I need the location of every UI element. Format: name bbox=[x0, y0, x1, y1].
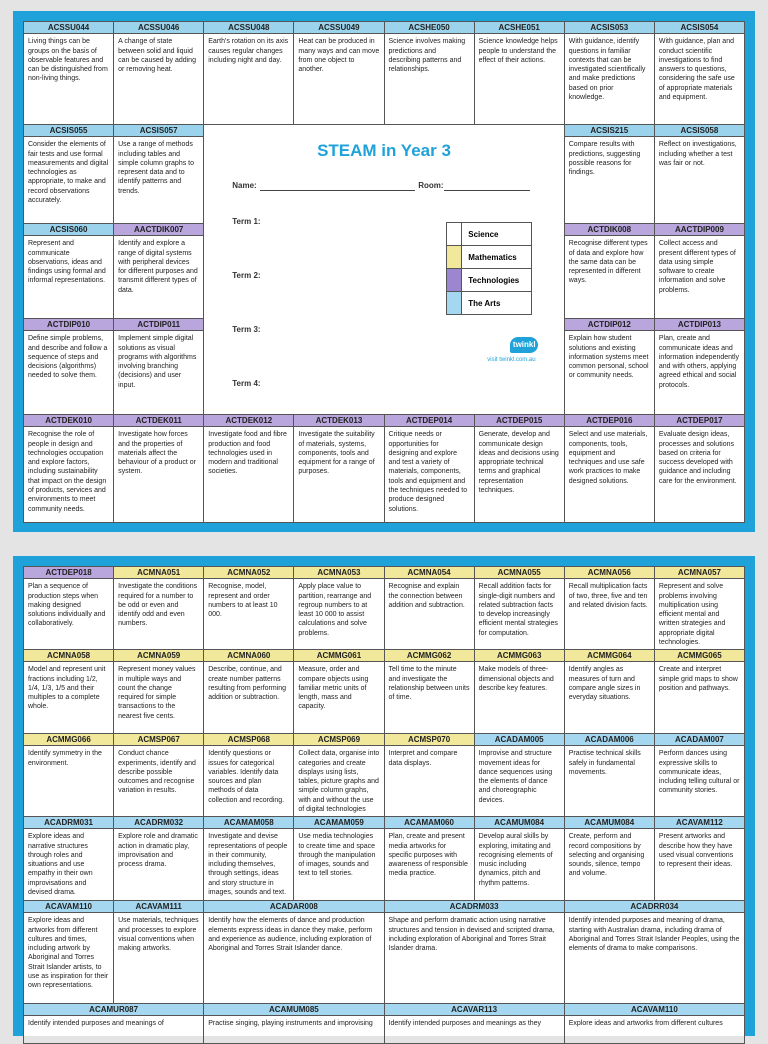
outcome-description: Identify how the elements of dance and production elements express ideas in dance they make, perform and experience as audience, including exploration of Aboriginal and Torres Strait Islander dance. bbox=[208, 917, 373, 953]
outcome-cell bbox=[655, 567, 745, 650]
outcome-cell bbox=[114, 734, 204, 817]
outcome-description: Make models of three-dimensional objects and describe key features. bbox=[478, 666, 554, 692]
outcome-grid-1 bbox=[23, 21, 745, 523]
outcome-code: ACTDIP010 bbox=[24, 319, 113, 331]
outcome-cell bbox=[565, 319, 655, 415]
outcome-code: ACTDIP011 bbox=[114, 319, 203, 331]
outcome-code: ACAMUM085 bbox=[204, 1004, 383, 1016]
outcome-cell bbox=[565, 125, 655, 224]
legend-mathematics: Mathematics bbox=[447, 246, 531, 269]
name-line[interactable] bbox=[260, 190, 415, 191]
outcome-code: ACTDEP016 bbox=[565, 415, 654, 427]
outcome-cell bbox=[24, 567, 114, 650]
outcome-cell bbox=[294, 734, 384, 817]
outcome-description: Recognise and explain the connection between addition and subtraction. bbox=[388, 583, 465, 609]
outcome-code: ACAVAM111 bbox=[114, 901, 203, 913]
outcome-description: A change of state between solid and liquid can be caused by adding or removing heat. bbox=[118, 38, 196, 74]
outcome-description: Improvise and structure movement ideas for dance sequences using the elements of dance and choreographic devices. bbox=[478, 750, 553, 804]
outcome-code: ACSIS055 bbox=[24, 125, 113, 137]
outcome-cell bbox=[204, 567, 294, 650]
centre-panel bbox=[204, 125, 565, 415]
outcome-description: Represent money values in multiple ways and count the change required for simple transactions to the nearest five cents. bbox=[118, 666, 196, 720]
outcome-description: Conduct chance experiments, identify and describe possible outcomes and recognise variation in results. bbox=[118, 750, 196, 795]
outcome-description: Science knowledge helps people to understand the effect of their actions. bbox=[478, 38, 558, 64]
outcome-cell bbox=[565, 415, 655, 523]
outcome-description: Explore ideas and artworks from different cultures bbox=[568, 1020, 723, 1028]
outcome-code: ACAVAR113 bbox=[385, 1004, 564, 1016]
outcome-code: ACTDIK008 bbox=[565, 224, 654, 236]
outcome-cell bbox=[565, 901, 745, 1004]
outcome-code: ACMSP067 bbox=[114, 734, 203, 746]
outcome-cell bbox=[385, 817, 475, 901]
outcome-code: ACMMG062 bbox=[385, 650, 474, 662]
term-3-label: Term 3: bbox=[232, 325, 261, 334]
outcome-cell bbox=[24, 1004, 204, 1044]
outcome-description: Define simple problems, and describe and follow a sequence of steps and decisions (algorithms) needed to solve them. bbox=[28, 335, 108, 380]
outcome-description: Model and represent unit fractions including 1/2, 1/4, 1/3, 1/5 and their multiples to a complete whole. bbox=[28, 666, 106, 711]
outcome-description: Describe, continue, and create number patterns resulting from performing addition or subtraction. bbox=[208, 666, 287, 702]
outcome-code: ACAMAM059 bbox=[294, 817, 383, 829]
outcome-description: Identify intended purposes and meaning of drama, starting with Australian drama, including drama of Aboriginal and Torres Strait Islander Peoples, using the elements of drama to make comparisons. bbox=[568, 917, 740, 953]
outcome-cell bbox=[475, 22, 565, 125]
outcome-code: ACSIS215 bbox=[565, 125, 654, 137]
outcome-cell bbox=[204, 734, 294, 817]
outcome-cell bbox=[655, 415, 745, 523]
outcome-cell bbox=[655, 22, 745, 125]
outcome-description: Interpret and compare data displays. bbox=[388, 750, 458, 767]
outcome-code: ACSHE051 bbox=[475, 22, 564, 34]
outcome-description: Apply place value to partition, rearrange and regroup numbers to at least 10 000 to assist calculations and solve problems. bbox=[298, 583, 372, 637]
outcome-code: ACMMG064 bbox=[565, 650, 654, 662]
outcome-description: Recall multiplication facts of two, three, five and ten and related division facts. bbox=[568, 583, 648, 609]
outcome-cell bbox=[294, 650, 384, 734]
outcome-cell bbox=[565, 22, 655, 125]
outcome-cell bbox=[24, 817, 114, 901]
room-line[interactable] bbox=[444, 190, 530, 191]
outcome-cell bbox=[24, 415, 114, 523]
outcome-code: ACADAM005 bbox=[475, 734, 564, 746]
outcome-description: Recognise the role of people in design and technologies occupation and explore factors, including sustainability that impact on the design of products, services and environments to meet community needs. bbox=[28, 431, 107, 513]
outcome-code: ACTDEP018 bbox=[24, 567, 113, 579]
outcome-cell bbox=[114, 224, 204, 319]
outcome-code: ACAVAM110 bbox=[565, 1004, 744, 1016]
outcome-description: Generate, develop and communicate design ideas and decisions using appropriate technical terms and graphical representation techniques. bbox=[478, 431, 559, 495]
outcome-code: ACTDEK010 bbox=[24, 415, 113, 427]
outcome-code: ACMMG066 bbox=[24, 734, 113, 746]
outcome-code: ACSIS054 bbox=[655, 22, 744, 34]
outcome-cell bbox=[24, 224, 114, 319]
outcome-code: ACAMAM058 bbox=[204, 817, 293, 829]
outcome-code: ACMSP068 bbox=[204, 734, 293, 746]
outcome-code: ACMSP070 bbox=[385, 734, 474, 746]
outcome-cell bbox=[24, 734, 114, 817]
outcome-code: ACMNA055 bbox=[475, 567, 564, 579]
outcome-cell bbox=[655, 125, 745, 224]
outcome-description: Recall addition facts for single-digit numbers and related subtraction facts to develop increasingly efficient mental strategies for computation. bbox=[478, 583, 558, 637]
outcome-code: ACAVAM112 bbox=[655, 817, 744, 829]
outcome-description: Critique needs or opportunities for designing and explore and test a variety of materials, components, tools and equipment and the techniques needed to produce designed solutions. bbox=[388, 431, 468, 513]
outcome-cell bbox=[114, 415, 204, 523]
outcome-code: ACTDIP013 bbox=[655, 319, 744, 331]
outcome-code: ACSSU046 bbox=[114, 22, 203, 34]
outcome-cell bbox=[114, 650, 204, 734]
outcome-cell bbox=[385, 734, 475, 817]
website-link[interactable]: visit twinkl.com.au bbox=[487, 357, 536, 363]
outcome-cell bbox=[114, 901, 204, 1004]
outcome-description: Identify questions or issues for categorical variables. Identify data sources and plan methods of data collection and recording. bbox=[208, 750, 285, 804]
outcome-description: Identify intended purposes and meanings of bbox=[28, 1020, 164, 1028]
outcome-cell bbox=[114, 817, 204, 901]
outcome-code: ACTDEP014 bbox=[385, 415, 474, 427]
outcome-code: ACMNA058 bbox=[24, 650, 113, 662]
outcome-description: Represent and solve problems involving multiplication using efficient mental and written strategies and appropriate digital technologies. bbox=[658, 583, 726, 647]
outcome-description: Represent and communicate observations, ideas and findings using formal and informal representations. bbox=[28, 240, 106, 285]
outcome-cell bbox=[475, 817, 565, 901]
outcome-code: ACTDEK012 bbox=[204, 415, 293, 427]
outcome-description: Select and use materials, components, tools, equipment and techniques and use safe work practices to make designed solutions. bbox=[568, 431, 648, 485]
outcome-code: ACMMG061 bbox=[294, 650, 383, 662]
outcome-description: Create and interpret simple grid maps to show position and pathways. bbox=[658, 666, 738, 692]
outcome-cell bbox=[565, 817, 655, 901]
outcome-code: ACADRM031 bbox=[24, 817, 113, 829]
outcome-code: AACTDIK007 bbox=[114, 224, 203, 236]
outcome-description: Create, perform and record compositions by selecting and organising sounds, silence, tempo and volume. bbox=[568, 833, 645, 878]
outcome-code: ACMNA057 bbox=[655, 567, 744, 579]
outcome-description: Present artworks and describe how they have used visual conventions to represent their ideas. bbox=[658, 833, 734, 869]
outcome-description: Practise singing, playing instruments and improvising bbox=[208, 1020, 373, 1028]
outcome-cell bbox=[565, 1004, 745, 1044]
term-4-label: Term 4: bbox=[232, 379, 261, 388]
room-label: Room: bbox=[418, 181, 444, 190]
outcome-description: Measure, order and compare objects using familiar metric units of length, mass and capacity. bbox=[298, 666, 369, 711]
outcome-code: ACAMUM084 bbox=[475, 817, 564, 829]
outcome-description: Plan, create and present media artworks for specific purposes with awareness of responsible media practice. bbox=[388, 833, 468, 878]
outcome-code: ACMNA054 bbox=[385, 567, 474, 579]
outcome-description: Plan a sequence of production steps when making designed solutions individually and collaboratively. bbox=[28, 583, 106, 628]
outcome-code: ACTDIP012 bbox=[565, 319, 654, 331]
outcome-cell bbox=[24, 319, 114, 415]
outcome-code: ACMNA060 bbox=[204, 650, 293, 662]
outcome-code: ACSSU049 bbox=[294, 22, 383, 34]
outcome-description: Heat can be produced in many ways and can move from one object to another. bbox=[298, 38, 380, 74]
legend-the-arts: The Arts bbox=[447, 292, 531, 315]
outcome-cell bbox=[24, 125, 114, 224]
outcome-description: Plan, create and communicate ideas and information independently and with others, applying agreed ethical and social protocols. bbox=[658, 335, 740, 389]
outcome-code: ACAVAM110 bbox=[24, 901, 113, 913]
outcome-description: Reflect on investigations, including whether a test was fair or not. bbox=[658, 141, 737, 167]
outcome-cell bbox=[385, 650, 475, 734]
outcome-description: Identify intended purposes and meanings as they bbox=[388, 1020, 542, 1028]
outcome-cell bbox=[114, 125, 204, 224]
outcome-cell bbox=[385, 901, 565, 1004]
outcome-cell bbox=[655, 734, 745, 817]
term-1-label: Term 1: bbox=[232, 217, 261, 226]
outcome-code: ACMMG063 bbox=[475, 650, 564, 662]
outcome-code: ACADAR008 bbox=[204, 901, 383, 913]
outcome-description: Compare results with predictions, suggesting possible reasons for findings. bbox=[568, 141, 641, 177]
outcome-cell bbox=[655, 650, 745, 734]
outcome-code: ACMNA056 bbox=[565, 567, 654, 579]
outcome-cell bbox=[385, 1004, 565, 1044]
outcome-cell bbox=[114, 22, 204, 125]
outcome-cell bbox=[385, 22, 475, 125]
outcome-cell bbox=[24, 22, 114, 125]
outcome-cell bbox=[204, 22, 294, 125]
outcome-cell bbox=[294, 817, 384, 901]
outcome-description: Use a range of methods including tables and simple column graphs to represent data and to identify patterns and trends. bbox=[118, 141, 194, 195]
outcome-code: ACMMG065 bbox=[655, 650, 744, 662]
outcome-code: ACSIS060 bbox=[24, 224, 113, 236]
outcome-code: ACTDEP017 bbox=[655, 415, 744, 427]
outcome-description: Evaluate design ideas, processes and solutions based on criteria for success developed with guidance and including care for the environment. bbox=[658, 431, 737, 485]
name-label: Name: bbox=[232, 181, 257, 190]
outcome-code: ACAMUR087 bbox=[24, 1004, 203, 1016]
outcome-description: Shape and perform dramatic action using narrative structures and tension in devised and scripted drama, including exploration of Aboriginal and Torres Strait Islander drama. bbox=[388, 917, 555, 953]
outcome-description: Investigate how forces and the properties of materials affect the behaviour of a product or system. bbox=[118, 431, 196, 476]
outcome-description: Explore ideas and artworks from different cultures and times, including artwork by Aboriginal and Torres Strait Islander artists, to use as inspiration for their own representations. bbox=[28, 917, 109, 990]
outcome-code: ACSIS057 bbox=[114, 125, 203, 137]
outcome-cell bbox=[565, 650, 655, 734]
outcome-description: Use media technologies to create time and space through the manipulation of images, sounds and text to tell stories. bbox=[298, 833, 376, 878]
outcome-code: ACMNA059 bbox=[114, 650, 203, 662]
outcome-cell bbox=[24, 901, 114, 1004]
outcome-code: ACADRM033 bbox=[385, 901, 564, 913]
outcome-description: Consider the elements of fair tests and use formal measurements and digital technologies as appropriate, to make and record observations accurately. bbox=[28, 141, 109, 205]
outcome-code: ACADRM032 bbox=[114, 817, 203, 829]
outcome-description: Investigate the conditions required for a number to be odd or even and identify odd and even numbers. bbox=[118, 583, 198, 628]
outcome-description: Identify and explore a range of digital systems with peripheral devices for different purposes and transmit different types of data. bbox=[118, 240, 198, 294]
outcome-cell bbox=[204, 415, 294, 523]
outcome-cell bbox=[294, 415, 384, 523]
outcome-code: ACAMUM084 bbox=[565, 817, 654, 829]
outcome-code: ACADAM007 bbox=[655, 734, 744, 746]
outcome-code: ACSIS053 bbox=[565, 22, 654, 34]
outcome-description: Practise technical skills safely in fundamental movements. bbox=[568, 750, 641, 776]
outcome-code: AACTDIP009 bbox=[655, 224, 744, 236]
legend-technologies: Technologies bbox=[447, 269, 531, 292]
outcome-code: ACAMAM060 bbox=[385, 817, 474, 829]
outcome-description: Living things can be groups on the basis of observable features and can be distinguished from non-living things. bbox=[28, 38, 108, 83]
outcome-cell bbox=[565, 567, 655, 650]
outcome-description: Collect data, organise into categories and create displays using lists, tables, picture graphs and simple column graphs, with and without the use of digital technologies bbox=[298, 750, 380, 814]
outcome-description: Explain how student solutions and existing information systems meet common personal, school or community needs. bbox=[568, 335, 649, 380]
outcome-description: Identify symmetry in the environment. bbox=[28, 750, 102, 767]
outcome-cell bbox=[475, 567, 565, 650]
outcome-cell bbox=[114, 567, 204, 650]
outcome-code: ACMSP069 bbox=[294, 734, 383, 746]
outcome-description: Perform dances using expressive skills to communicate ideas, including telling cultural or community stories. bbox=[658, 750, 740, 795]
page-title: STEAM in Year 3 bbox=[317, 141, 451, 160]
outcome-cell bbox=[204, 901, 384, 1004]
outcome-description: Develop aural skills by exploring, imitating and recognising elements of music including dynamics, pitch and rhythm patterns. bbox=[478, 833, 553, 887]
term-2-label: Term 2: bbox=[232, 271, 261, 280]
outcome-description: Investigate food and fibre production and food technologies used in modern and traditional societies. bbox=[208, 431, 287, 476]
outcome-code: ACSSU044 bbox=[24, 22, 113, 34]
outcome-cell bbox=[114, 319, 204, 415]
outcome-cell bbox=[385, 415, 475, 523]
twinkl-logo: twinkl bbox=[510, 337, 538, 353]
outcome-code: ACMNA051 bbox=[114, 567, 203, 579]
outcome-description: Collect access and present different types of data using simple software to create information and solve problems. bbox=[658, 240, 736, 294]
outcome-description: Earth's rotation on its axis causes regular changes including night and day. bbox=[208, 38, 289, 64]
outcome-description: Recognise, model, represent and order numbers to at least 10 000. bbox=[208, 583, 278, 619]
outcome-grid-2 bbox=[23, 566, 745, 1044]
outcome-cell bbox=[294, 22, 384, 125]
outcome-code: ACMNA052 bbox=[204, 567, 293, 579]
outcome-cell bbox=[385, 567, 475, 650]
outcome-description: Explore role and dramatic action in dramatic play, improvisation and process drama. bbox=[118, 833, 198, 869]
outcome-cell bbox=[204, 817, 294, 901]
outcome-code: ACADRR034 bbox=[565, 901, 744, 913]
outcome-description: Use materials, techniques and processes to explore visual conventions when making artworks. bbox=[118, 917, 199, 953]
outcome-code: ACTDEP015 bbox=[475, 415, 564, 427]
outcome-cell bbox=[24, 650, 114, 734]
outcome-cell bbox=[565, 224, 655, 319]
outcome-cell bbox=[294, 567, 384, 650]
subject-legend bbox=[446, 222, 532, 315]
outcome-code: ACSHE050 bbox=[385, 22, 474, 34]
outcome-code: ACADAM006 bbox=[565, 734, 654, 746]
outcome-cell bbox=[655, 224, 745, 319]
outcome-cell bbox=[204, 1004, 384, 1044]
outcome-description: Investigate the suitability of materials, systems, components, tools and equipment for a range of purposes. bbox=[298, 431, 375, 476]
outcome-cell bbox=[655, 319, 745, 415]
page-1 bbox=[13, 11, 755, 532]
outcome-code: ACMNA053 bbox=[294, 567, 383, 579]
outcome-cell bbox=[475, 415, 565, 523]
outcome-cell bbox=[475, 650, 565, 734]
outcome-description: Recognise different types of data and explore how the same data can be represented in different ways. bbox=[568, 240, 648, 285]
outcome-code: ACTDEK011 bbox=[114, 415, 203, 427]
outcome-cell bbox=[565, 734, 655, 817]
outcome-description: With guidance, plan and conduct scientific investigations to find answers to questions, considering the safe use of appropriate materials and equipment. bbox=[658, 38, 735, 102]
outcome-code: ACTDEK013 bbox=[294, 415, 383, 427]
outcome-description: Investigate and devise representations of people in their community, including themselves, through settings, ideas and story structure in images, sounds and text. bbox=[208, 833, 288, 897]
outcome-description: Implement simple digital solutions as visual programs with algorithms involving branching (decisions) and user input. bbox=[118, 335, 197, 389]
outcome-description: Identify angles as measures of turn and compare angle sizes in everyday situations. bbox=[568, 666, 641, 702]
page-2 bbox=[13, 556, 755, 1036]
outcome-code: ACSIS058 bbox=[655, 125, 744, 137]
outcome-description: Explore ideas and narrative structures through roles and situations and use empathy in their own improvisations and devised drama. bbox=[28, 833, 93, 897]
outcome-description: Science involves making predictions and describing patterns and relationships. bbox=[388, 38, 466, 74]
outcome-description: With guidance, identify questions in familiar contexts that can be investigated scientifically and make predictions based on prior knowledge. bbox=[568, 38, 646, 102]
outcome-cell bbox=[475, 734, 565, 817]
legend-science: Science bbox=[447, 223, 531, 246]
outcome-cell bbox=[655, 817, 745, 901]
outcome-description: Tell time to the minute and investigate the relationship between units of time. bbox=[388, 666, 470, 702]
outcome-code: ACSSU048 bbox=[204, 22, 293, 34]
outcome-cell bbox=[204, 650, 294, 734]
